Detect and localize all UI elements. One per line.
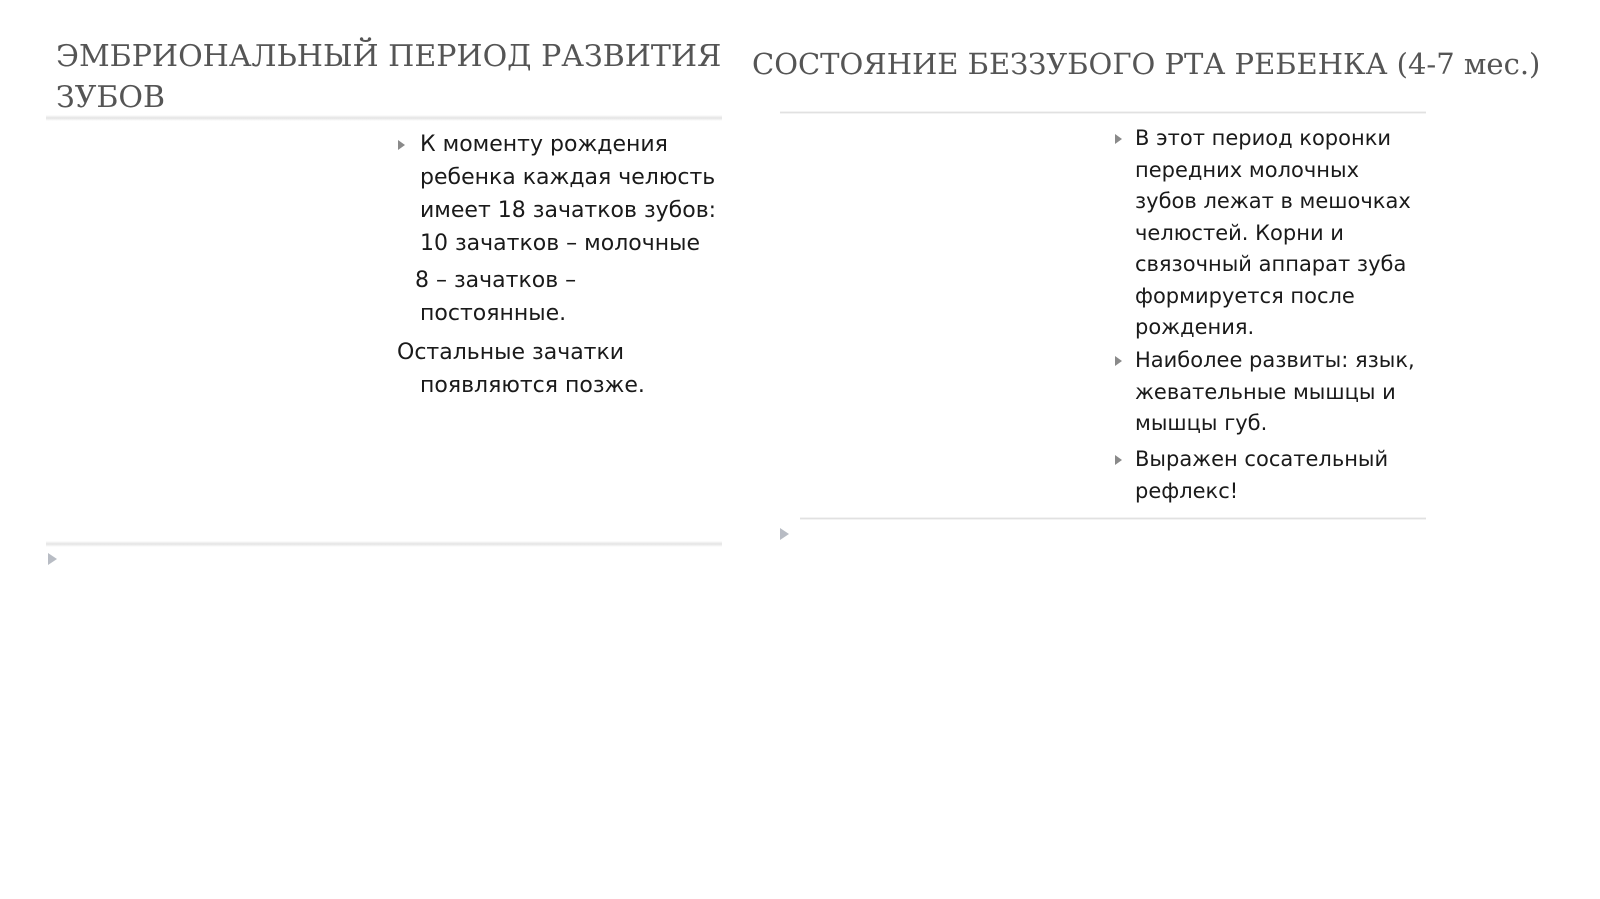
left-title-divider	[46, 115, 722, 121]
right-bullet-1-line: передних молочных	[1135, 157, 1360, 182]
left-paragraph-2-line: 8 – зачатков –	[415, 268, 577, 293]
right-bullet-3-line: Выражен сосательный	[1135, 447, 1389, 471]
right-bullet-3	[1135, 444, 1388, 507]
right-bullet-1-line: В этот период коронки	[1135, 126, 1392, 150]
right-bullet-2	[1135, 345, 1415, 440]
right-bullet-1	[1135, 123, 1411, 344]
left-bullet-1-line: ребенка каждая челюсть	[420, 165, 716, 190]
left-paragraph-3-line: появляются позже.	[420, 373, 645, 398]
right-bullet-1-line: рождения.	[1135, 315, 1255, 339]
right-bottom-divider	[800, 517, 1426, 520]
left-paragraph-3	[397, 336, 645, 402]
bullet-arrow-icon	[1115, 455, 1122, 465]
bullet-arrow-icon	[1115, 356, 1122, 366]
bullet-arrow-icon	[398, 140, 405, 150]
right-bullet-2-line: Наиболее развиты: язык,	[1135, 348, 1415, 372]
right-bullet-1-line: связочный аппарат зуба	[1135, 252, 1407, 276]
bullet-arrow-icon	[1115, 134, 1122, 144]
left-bottom-divider	[46, 541, 722, 547]
left-bullet-1-line: 10 зачатков – молочные	[420, 231, 701, 256]
right-bullet-1-line: формируется после	[1135, 283, 1355, 308]
left-title-line-1: ЭМБРИОНАЛЬНЫЙ ПЕРИОД РАЗВИТИЯ	[56, 39, 722, 74]
left-slide-title	[56, 36, 721, 118]
right-title-divider	[780, 111, 1426, 114]
left-slide-marker-icon	[48, 553, 57, 565]
right-slide-title	[752, 46, 1540, 82]
left-bullet-1	[420, 128, 716, 260]
left-bullet-1-line: имеет 18 зачатков зубов:	[420, 198, 717, 223]
right-bullet-1-line: челюстей. Корни и	[1135, 220, 1344, 245]
left-bullet-1-line: К моменту рождения	[420, 132, 668, 157]
right-bullet-2-line: мышцы губ.	[1135, 411, 1268, 435]
left-paragraph-2-line: постоянные.	[420, 301, 567, 326]
right-bullet-2-line: жевательные мышцы и	[1135, 379, 1396, 404]
left-paragraph-2	[415, 264, 576, 330]
right-slide-marker-icon	[780, 528, 789, 540]
right-title-text: СОСТОЯНИЕ БЕЗЗУБОГО РТА РЕБЕНКА (4-7 мес.)	[752, 47, 1541, 81]
right-bullet-3-line: рефлекс!	[1135, 478, 1239, 503]
left-paragraph-3-line: Остальные зачатки	[397, 340, 625, 365]
left-title-line-2: ЗУБОВ	[56, 80, 166, 115]
right-bullet-1-line: зубов лежат в мешочках	[1135, 189, 1411, 213]
